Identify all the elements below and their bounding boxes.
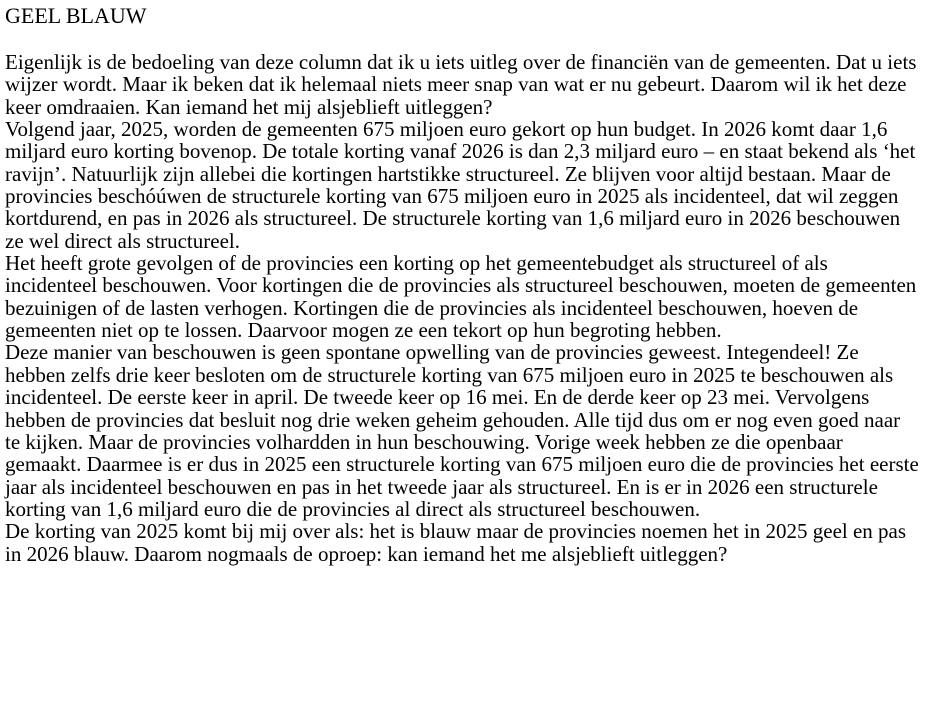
paragraph-intro: Eigenlijk is de bedoeling van deze column dat ik u iets uitleg over de financiën van de gemeenten. Dat u iets wijzer wordt. Maar ik beken dat ik helemaal niets meer snap van wat er nu gebeurt. Daarom wil ik het deze keer omdraaien. Kan iemand het mij alsjeblieft uitleggen? (5, 50, 917, 119)
paragraph-cuts: Volgend jaar, 2025, worden de gemeenten 675 miljoen euro gekort op hun budget. In 2026 komt daar 1,6 miljard euro korting bovenop. De totale korting vanaf 2026 is dan 2,3 miljard euro – en staat bekend als ‘het ravijn’. Natuurlijk zijn allebei die kortingen hartstikke structureel. Ze blijven voor altijd bestaan. Maar de provincies beschóúwen de structurele korting van 675 miljoen euro in 2025 als incidenteel, dat wil zeggen kortdurend, en pas in 2026 als structureel. De structurele korting van 1,6 miljard euro in 2026 beschouwen ze wel direct als structureel. (5, 117, 916, 253)
paragraph-consequences: Het heeft grote gevolgen of de provincies een korting op het gemeentebudget als structureel of als incidenteel beschouwen. Voor kortingen die de provincies als structureel beschouwen, moeten de gemeenten bezuinigen of de lasten verhogen. Kortingen die de provincies als incidenteel beschouwen, hoeven de gemeenten niet op te lossen. Daarvoor mogen ze een tekort op hun begroting hebben. (5, 251, 917, 343)
title-spacing (5, 29, 920, 51)
article-title: GEEL BLAUW (5, 3, 147, 28)
paragraph-conclusion: De korting van 2025 komt bij mij over als: het is blauw maar de provincies noemen het in 2025 geel en pas in 2026 blauw. Daarom nogmaals de oproep: kan iemand het me alsjeblieft uitleggen? (5, 519, 907, 566)
paragraph-decisions: Deze manier van beschouwen is geen spontane opwelling van de provincies geweest. Integendeel! Ze hebben zelfs drie keer besloten om de structurele korting van 675 miljoen euro in 2025 te beschouwen als incidenteel. De eerste keer in april. De tweede keer op 16 mei. En de derde keer op 23 mei. Vervolgens hebben de provincies dat besluit nog drie weken geheim gehouden. Alle tijd dus om er nog even goed naar te kijken. Maar de provincies volhardden in hun beschouwing. Vorige week hebben ze die openbaar gemaakt. Daarmee is er dus in 2025 een structurele korting van 675 miljoen euro die de provincies het eerste jaar als incidenteel beschouwen en pas in het tweede jaar als structureel. En is er in 2026 een structurele korting van 1,6 miljard euro die de provincies al direct als structureel beschouwen. (5, 340, 919, 521)
article (5, 3, 920, 565)
